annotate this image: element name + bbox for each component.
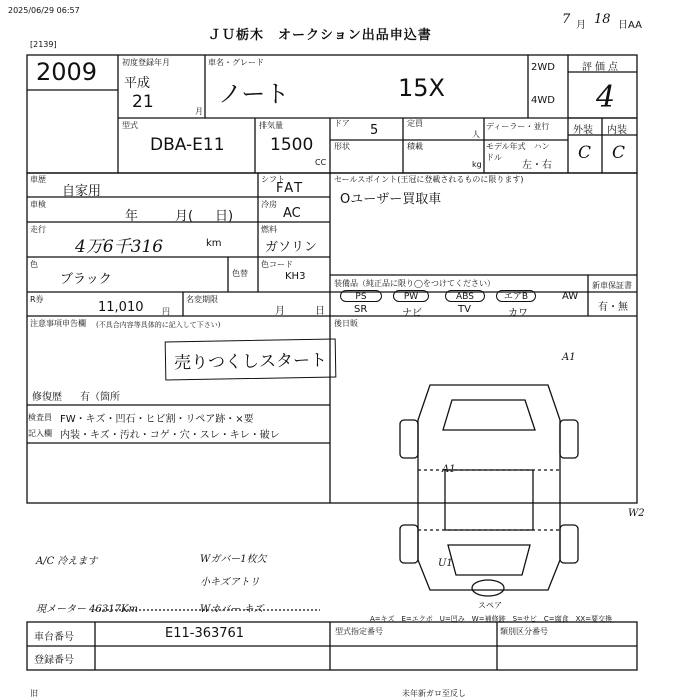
date-month: 7	[562, 12, 571, 27]
chassis-number: E11-363761	[165, 626, 245, 641]
cc-unit: CC	[315, 158, 327, 167]
shift-label: シフト	[261, 175, 285, 184]
warranty-value: 有・無	[598, 302, 628, 313]
month-suffix: 月	[195, 107, 203, 116]
exterior-label: 外装	[573, 125, 593, 136]
displacement-label: 排気量	[259, 121, 283, 130]
usage-label: 車歴	[30, 175, 46, 184]
dealer-label: ディーラー・並行	[486, 122, 550, 131]
day-label: 日AA	[618, 20, 642, 31]
type-approval-label: 型式指定番号	[335, 627, 383, 636]
sales-point-text: Oユーザー買取車	[340, 192, 442, 207]
usage-value: 自家用	[62, 184, 102, 199]
fuel-value: ガソリン	[265, 240, 318, 255]
chassis-label: 車台番号	[34, 632, 74, 643]
equip-aw: AW	[562, 291, 579, 302]
repair-value: 有（箇所	[80, 392, 120, 403]
color-change-label: 色替	[232, 269, 248, 278]
name-label: 車名・グレード	[208, 58, 264, 67]
load-label: 積載	[407, 142, 423, 151]
color-code-label: 色コード	[261, 260, 293, 269]
inspection-month: 月(	[175, 209, 194, 224]
ac-label: 冷房	[261, 200, 277, 209]
ref-number: [2139]	[30, 40, 57, 49]
sales-point-label: セールスポイント(王冠に登載されるものに限ります)	[334, 175, 524, 184]
displacement: 1500	[270, 135, 314, 155]
equip-navi: ナビ	[402, 308, 422, 319]
transfer-day: 日	[315, 306, 325, 317]
model-label: 型式	[122, 121, 138, 130]
first-reg-label: 初度登録年月	[122, 58, 170, 67]
mileage-label: 走行	[30, 225, 46, 234]
color-label: 色	[30, 260, 38, 269]
doors-label: ドア	[334, 119, 350, 128]
date-day: 18	[594, 12, 611, 27]
bottom-left-text: 旧	[30, 689, 38, 698]
kg-unit: kg	[472, 160, 482, 169]
doors-value: 5	[370, 123, 379, 138]
equip-pw: PW	[393, 290, 429, 302]
interior-grade: C	[612, 143, 626, 163]
capacity-label: 定員	[407, 119, 423, 128]
yen-unit: 円	[162, 307, 170, 316]
equip-sr: SR	[354, 304, 368, 315]
spare-label: スペア	[478, 601, 502, 610]
era-label: 平成	[124, 76, 151, 91]
damage-mark-left: A1	[442, 464, 456, 475]
notes-label: 注意事項申告欄	[30, 319, 86, 328]
era-year: 21	[132, 92, 154, 112]
drive-4wd: 4WD	[531, 95, 555, 106]
reg-label: 登録番号	[34, 655, 74, 666]
recycle-label: R券	[30, 295, 44, 304]
handwritten-note-3: 小キズアトリ	[200, 577, 260, 588]
entry-label: 記入欄	[28, 429, 52, 438]
color-code-value: KH3	[285, 271, 306, 282]
inspection-label: 車検	[30, 200, 46, 209]
equipment-label: 装備品（純正品に限り◯をつけてください）	[334, 279, 495, 288]
shape-label: 形状	[334, 142, 350, 151]
warranty-label: 新車保証書	[592, 281, 632, 290]
damage-mark-front: A1	[562, 352, 576, 363]
fuel-label: 燃料	[261, 225, 277, 234]
exterior-grade: C	[578, 143, 592, 163]
car-name: ノート	[218, 80, 290, 108]
recycle-fee: 11,010	[98, 300, 144, 315]
equip-airbag: エアB	[496, 290, 536, 302]
person-suffix: 人	[472, 130, 480, 139]
score-value: 4	[596, 80, 616, 115]
damage-mark-rear-left: U1	[438, 558, 453, 569]
handle-value: 左・右	[522, 160, 552, 171]
equip-ps: PS	[340, 290, 382, 302]
car-grade: 15X	[398, 74, 445, 102]
stamp: 売りつくしスタート	[165, 339, 337, 381]
bottom-right-text: 未年新ガロ至反し	[402, 689, 466, 698]
handwritten-note-1: A/C 冷えます	[36, 556, 98, 567]
notes-sub-label: (不具合内容等具体的に記入して下さい)	[96, 321, 221, 329]
check-label: 検査員	[28, 413, 52, 422]
inner-check-row: 内装・キズ・汚れ・コゲ・穴・スレ・キレ・破レ	[60, 430, 280, 441]
km-unit: km	[206, 238, 222, 249]
score-label: 評価点	[582, 62, 621, 73]
class-label: 類別区分番号	[500, 627, 548, 636]
equip-abs: ABS	[445, 290, 485, 302]
repair-label: 修復歴	[32, 392, 62, 403]
transfer-month: 月	[275, 306, 285, 317]
handle-label: モデル年式 ハンドル	[486, 142, 550, 162]
after-label: 後日販	[334, 319, 358, 328]
shift-value: FAT	[276, 181, 305, 196]
damage-mark-right: W2	[628, 508, 645, 519]
handwritten-note-5: Wカバー キズ	[200, 604, 264, 615]
interior-label: 内装	[607, 125, 627, 136]
model-year: 2009	[36, 58, 98, 86]
equip-tv: TV	[458, 304, 471, 315]
form-title: ＪＵ栃木 オークション出品申込書	[208, 28, 432, 43]
equip-leather: カワ	[508, 308, 528, 319]
model-code: DBA-E11	[150, 135, 225, 155]
drive-2wd: 2WD	[531, 62, 555, 73]
inspection-day: 日)	[215, 209, 234, 224]
inspection-year: 年	[125, 209, 139, 224]
mileage-value: 4万6千316	[75, 237, 164, 257]
handwritten-note-2: Wガバー1枚欠	[200, 554, 267, 565]
damage-legend: A=キズ E=エクボ U=凹み W=補修跡 S=サビ C=腐食 XX=要交換	[370, 615, 613, 623]
transfer-label: 名変期限	[186, 295, 218, 304]
ac-value: AC	[283, 206, 301, 221]
outer-check-row: FW・キズ・凹石・ヒビ割・リペア跡・×要	[60, 414, 254, 425]
month-label: 月	[576, 20, 586, 31]
timestamp: 2025/06/29 06:57	[8, 6, 80, 15]
handwritten-note-4: 現メーター 46317Km	[36, 604, 138, 615]
color-value: ブラック	[60, 272, 112, 287]
